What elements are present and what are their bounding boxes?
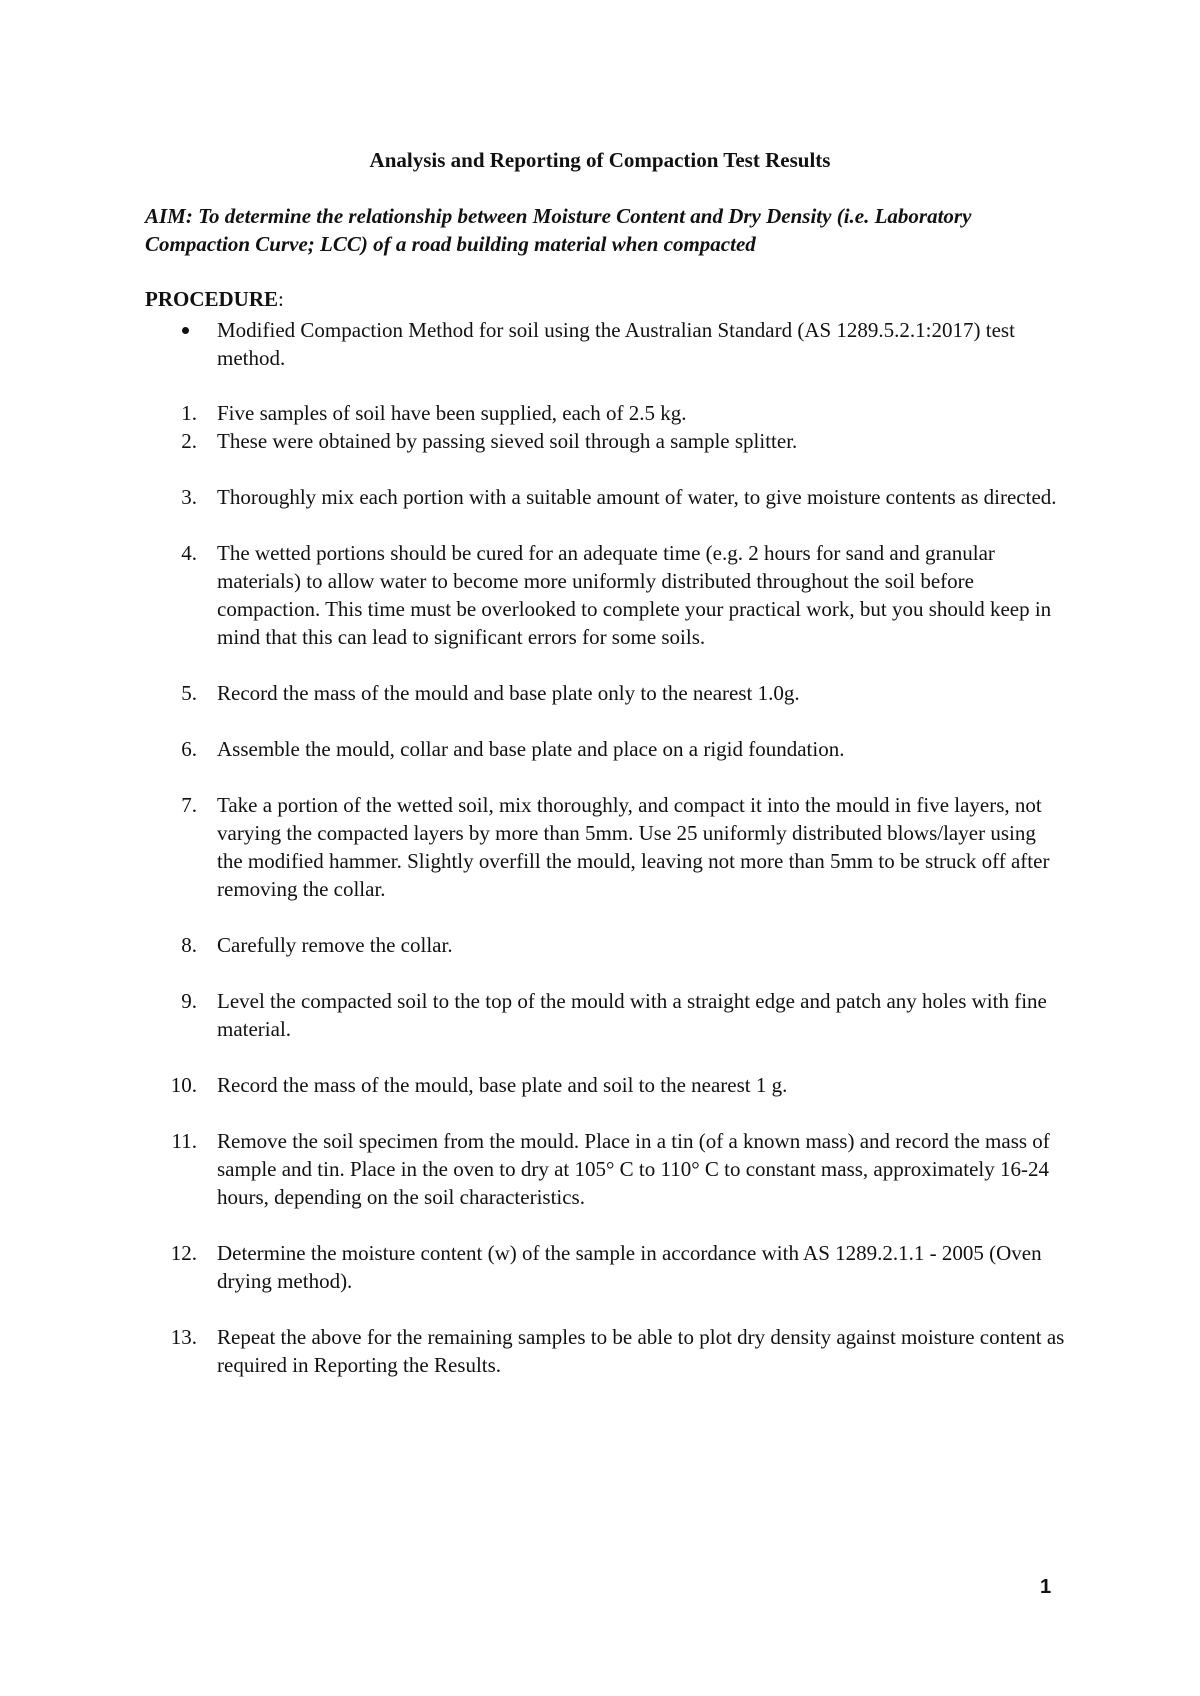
bullet-text: Modified Compaction Method for soil using the Australian Standard (AS 1289.5.2.1:2017) test method. [217,318,1015,370]
aim-statement: AIM: To determine the relationship between Moisture Content and Dry Density (i.e. Laboratory Compaction Curve; LCC) of a road building material when compacted [145,204,972,256]
step-number: 2. [181,429,197,453]
procedure-steps [145,399,1065,1379]
list-item-step-9 [145,987,1065,1043]
step-text: The wetted portions should be cured for an adequate time (e.g. 2 hours for sand and granular materials) to allow water to become more uniformly distributed throughout the soil before compaction. This time must be overlooked to complete your practical work, but you should keep in mind that this can lead to significant errors for some soils. [217,541,1052,649]
list-item-step-10 [145,1071,1065,1099]
step-number: 6. [181,737,197,761]
list-item-step-6 [145,735,1065,763]
bullet-icon [182,327,189,334]
step-number: 4. [181,541,197,565]
step-text: Five samples of soil have been supplied, each of 2.5 kg. [217,401,687,425]
page-title: Analysis and Reporting of Compaction Test Results [369,148,831,172]
step-text: Record the mass of the mould, base plate and soil to the nearest 1 g. [217,1073,788,1097]
list-item-step-7 [145,791,1065,903]
step-number: 13. [170,1325,197,1349]
list-item-step-2 [145,427,1065,455]
procedure-heading [145,285,284,313]
step-text: Level the compacted soil to the top of the mould with a straight edge and patch any holes with fine material. [217,989,1047,1041]
step-number: 9. [181,989,197,1013]
procedure-heading-label: PROCEDURE [145,287,279,311]
list-item-step-3 [145,483,1065,511]
list-item-step-1 [145,399,1065,427]
list-item-step-11 [145,1127,1065,1211]
list-item-step-8 [145,931,1065,959]
bullet-item [145,316,1065,372]
step-number: 8. [181,933,197,957]
step-number: 3. [181,485,197,509]
step-text: These were obtained by passing sieved soil through a sample splitter. [217,429,798,453]
step-number: 11. [171,1129,197,1153]
step-number: 1. [181,401,197,425]
step-number: 12. [170,1241,197,1265]
step-text: Thoroughly mix each portion with a suitable amount of water, to give moisture contents as directed. [217,485,1057,509]
step-number: 10. [170,1073,197,1097]
procedure-heading-colon: : [278,287,284,311]
step-text: Carefully remove the collar. [217,933,453,957]
list-item-step-5 [145,679,1065,707]
step-text: Repeat the above for the remaining samples to be able to plot dry density against moisture content as required in Reporting the Results. [217,1325,1065,1377]
step-text: Determine the moisture content (w) of the sample in accordance with AS 1289.2.1.1 - 2005 (Oven drying method). [217,1241,1042,1293]
list-item-step-13 [145,1323,1065,1379]
step-text: Take a portion of the wetted soil, mix thoroughly, and compact it into the mould in five layers, not varying the compacted layers by more than 5mm. Use 25 uniformly distributed blows/layer using the modified hammer. Slightly overfill the mould, leaving not more than 5mm to be struck off after removing the collar. [217,793,1050,901]
step-text: Remove the soil specimen from the mould. Place in a tin (of a known mass) and record the mass of sample and tin. Place in the oven to dry at 105° C to 110° C to constant mass, approximately 16-24 hours, depending on the soil characteristics. [217,1129,1050,1209]
list-item-step-12 [145,1239,1065,1295]
step-text: Assemble the mould, collar and base plate and place on a rigid foundation. [217,737,845,761]
step-text: Record the mass of the mould and base plate only to the nearest 1.0g. [217,681,800,705]
list-item-step-4 [145,539,1065,651]
step-number: 5. [181,681,197,705]
page-number: 1 [1040,1576,1052,1598]
step-number: 7. [181,793,197,817]
